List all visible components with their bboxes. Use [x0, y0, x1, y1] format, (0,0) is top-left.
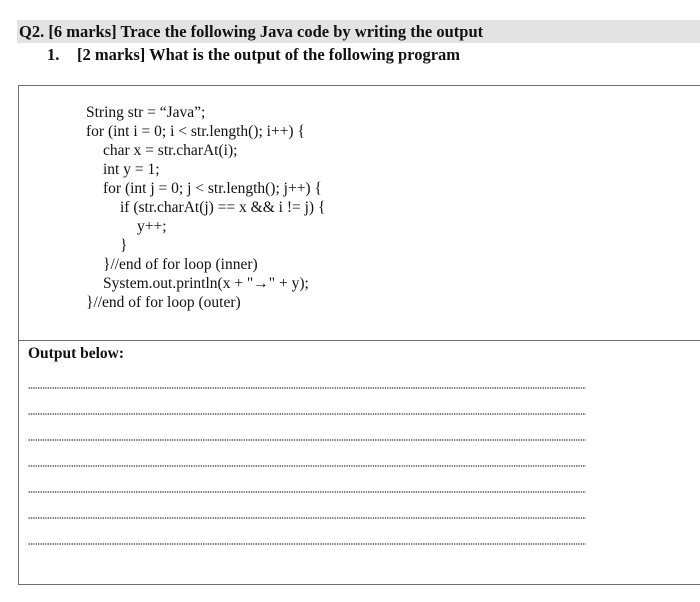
code-line: }	[120, 237, 128, 254]
code-line: System.out.println(x + "→" + y);	[103, 275, 309, 292]
code-line: for (int i = 0; i < str.length(); i++) {	[86, 123, 305, 140]
sub-question-text: [2 marks] What is the output of the following program	[77, 45, 461, 64]
answer-line[interactable]	[28, 387, 586, 389]
answer-line[interactable]	[28, 439, 586, 441]
answer-line[interactable]	[28, 413, 586, 415]
code-line: String str = “Java”;	[86, 104, 206, 121]
code-line: char x = str.charAt(i);	[103, 142, 238, 159]
sub-question-number: 1.	[47, 45, 60, 64]
code-line: for (int j = 0; j < str.length(); j++) {	[103, 180, 322, 197]
code-box	[18, 85, 700, 341]
code-line: y++;	[137, 218, 167, 235]
answer-line[interactable]	[28, 491, 586, 493]
sub-question	[47, 45, 460, 65]
code-line: }//end of for loop (inner)	[103, 256, 258, 273]
output-box	[18, 340, 700, 585]
answer-line[interactable]	[28, 465, 586, 467]
code-line: if (str.charAt(j) == x && i != j) {	[120, 199, 326, 216]
answer-line[interactable]	[28, 543, 586, 545]
output-label: Output below:	[28, 345, 125, 362]
code-line: }//end of for loop (outer)	[86, 294, 241, 311]
question-header: Q2. [6 marks] Trace the following Java code by writing the output	[17, 20, 700, 43]
answer-line[interactable]	[28, 517, 586, 519]
code-line: int y = 1;	[103, 161, 160, 178]
